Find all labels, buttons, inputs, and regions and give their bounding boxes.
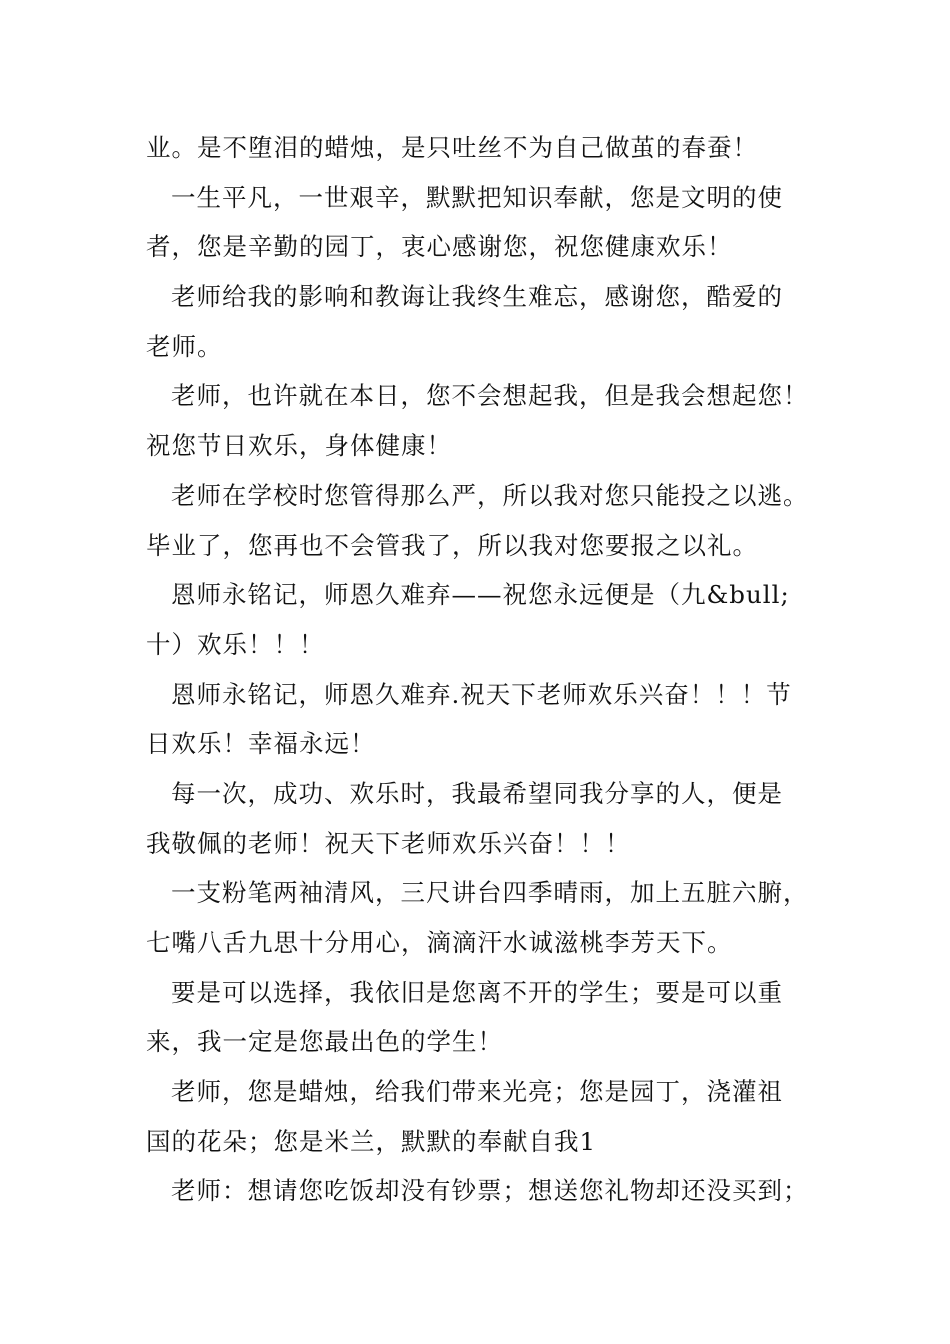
text-line: 每一次，成功、欢乐时，我最希望同我分享的人，便是 [171,778,783,808]
text-line: 国的花朵；您是米兰，默默的奉献自我1 [146,1126,597,1156]
text-line: 老师。 [146,331,223,361]
text-line: 我敬佩的老师！祝天下老师欢乐兴奋！！！ [146,828,631,858]
text-line: 毕业了，您再也不会管我了，所以我对您要报之以礼。 [146,530,758,560]
text-line: 恩师永铭记，师恩久难弃——祝您永远便是（九&bull; [171,580,790,610]
text-line: 祝您节日欢乐，身体健康！ [146,431,452,461]
text-line: 七嘴八舌九思十分用心，滴滴汗水诚滋桃李芳天下。 [146,928,733,957]
document-body [146,128,809,1221]
text-line: 老师：想请您吃饭却没有钞票；想送您礼物却还没买到； [171,1176,809,1206]
text-line: 老师，您是蜡烛，给我们带来光亮；您是园丁，浇灌祖 [171,1077,783,1107]
text-line: 十）欢乐！！！ [146,629,325,659]
text-line: 一生平凡，一世艰辛，默默把知识奉献，您是文明的使 [171,182,783,212]
text-line: 日欢乐！幸福永远！ [146,729,376,759]
text-line: 一支粉笔两袖清风，三尺讲台四季晴雨，加上五脏六腑， [171,878,809,908]
text-line: 要是可以选择，我依旧是您离不开的学生；要是可以重 [171,977,783,1007]
text-line: 业。是不堕泪的蜡烛，是只吐丝不为自己做茧的春蚕！ [146,133,758,162]
text-line: 老师给我的影响和教诲让我终生难忘，感谢您，酷爱的 [171,282,783,312]
text-line: 恩师永铭记，师恩久难弃.祝天下老师欢乐兴奋！！！节 [171,679,792,709]
text-line: 老师，也许就在本日，您不会想起我，但是我会想起您！ [171,381,809,411]
text-line: 老师在学校时您管得那么严，所以我对您只能投之以逃。 [171,480,809,510]
text-line: 者，您是辛勤的园丁，衷心感谢您，祝您健康欢乐！ [146,232,733,262]
text-line: 来，我一定是您最出色的学生！ [146,1027,503,1057]
